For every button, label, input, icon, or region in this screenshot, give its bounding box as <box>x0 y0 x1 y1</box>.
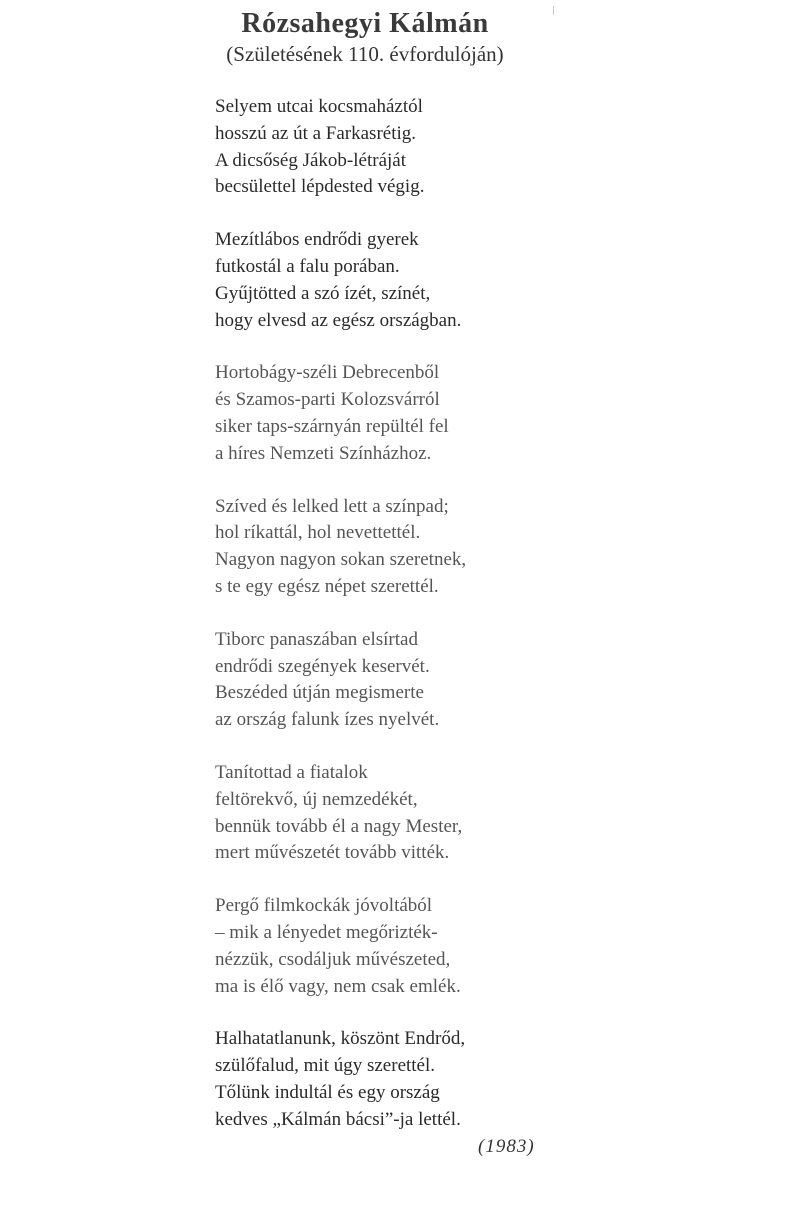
stanza-2 <box>215 227 635 334</box>
poem-title: Rózsahegyi Kálmán <box>241 8 489 39</box>
poem-line: a híres Nemzeti Színházhoz. <box>215 442 432 464</box>
poem-date: (1983) <box>478 1136 535 1157</box>
poem-subtitle: (Születésének 110. évfordulóján) <box>226 42 504 66</box>
poem-body <box>215 94 635 1160</box>
stanza-8 <box>215 1026 635 1133</box>
poem-line: Pergő filmkockák jóvoltából <box>215 895 433 917</box>
poem-line: az ország falunk ízes nyelvét. <box>215 709 440 731</box>
poem-line: becsülettel lépdested végig. <box>215 176 425 198</box>
poem-line: Gyűjtötted a szó ízét, színét, <box>215 282 431 304</box>
stanza-4 <box>215 494 635 601</box>
poem-line: feltörekvő, új nemzedékét, <box>215 788 418 810</box>
poem-line: A dicsőség Jákob-létráját <box>215 149 407 171</box>
poem-line: nézzük, csodáljuk művészeted, <box>215 948 451 970</box>
poem-line: hosszú az út a Farkasrétig. <box>215 122 417 144</box>
poem-line: Szíved és lelked lett a színpad; <box>215 495 449 517</box>
poem-line: Tiborc panaszában elsírtad <box>215 628 418 650</box>
stanza-7 <box>215 893 635 1000</box>
poem-line: és Szamos-parti Kolozsvárról <box>215 389 440 411</box>
poem-line: Halhatatlanunk, köszönt Endrőd, <box>215 1028 466 1050</box>
poem-line: hol ríkattál, hol nevettettél. <box>215 522 421 544</box>
poem-line: szülőfalud, mit úgy szerettél. <box>215 1055 436 1077</box>
poem-line: s te egy egész népet szerettél. <box>215 575 439 597</box>
poem-line: ma is élő vagy, nem csak emlék. <box>215 975 461 997</box>
poem-line: Tanítottad a fiatalok <box>215 761 368 783</box>
poem-line: Beszéded útján megismerte <box>215 682 424 704</box>
poem-line: Hortobágy-széli Debrecenből <box>215 362 440 384</box>
poem-line: siker taps-szárnyán repültél fel <box>215 415 449 437</box>
stanza-3 <box>215 360 635 467</box>
poem-line: futkostál a falu porában. <box>215 255 400 277</box>
poem-line: bennük tovább él a nagy Mester, <box>215 815 463 837</box>
stanza-1 <box>215 94 635 201</box>
poem-line: Nagyon nagyon sokan szeretnek, <box>215 549 467 571</box>
poem-line: mert művészetét tovább vitték. <box>215 842 450 864</box>
poem-line: Mezítlábos endrődi gyerek <box>215 229 419 251</box>
poem-line: Tőlünk indultál és egy ország <box>215 1081 440 1103</box>
stanza-5 <box>215 627 635 734</box>
poem-line: hogy elvesd az egész országban. <box>215 309 462 331</box>
poem-line: Selyem utcai kocsmaháztól <box>215 96 423 117</box>
poem-line: endrődi szegények keservét. <box>215 655 430 677</box>
poem-line: kedves „Kálmán bácsi”-ja lettél. <box>215 1108 461 1130</box>
poem-line: – mik a lényedet megőrizték- <box>215 921 438 943</box>
stanza-6 <box>215 760 635 867</box>
